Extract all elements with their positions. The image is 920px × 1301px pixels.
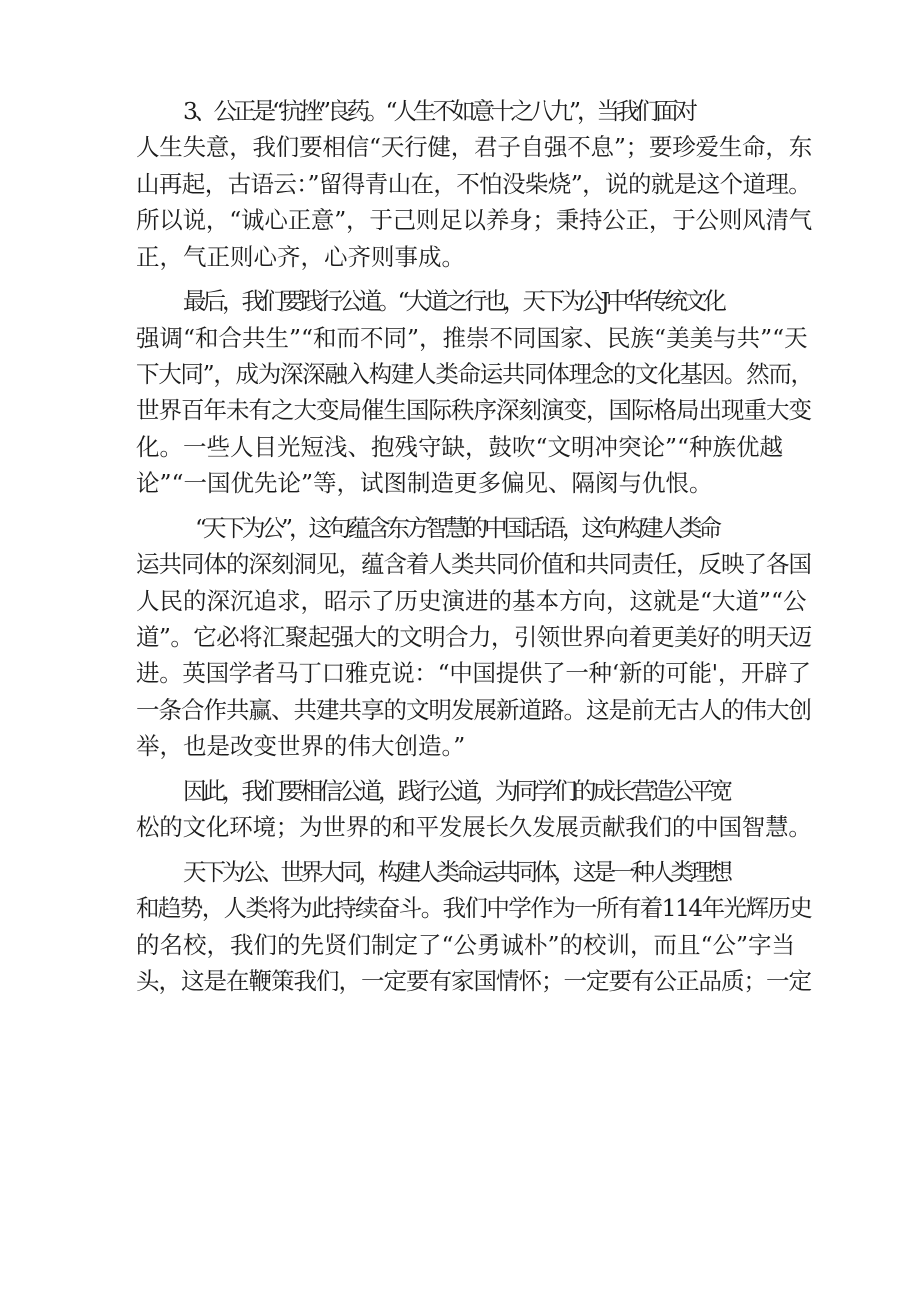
text-line: 松的文化环境；为世界的和平发展长久发展贡献我们的中国智慧。: [136, 813, 812, 842]
text-line: 所以说，“诚心正意”，于己则足以养身；秉持公正，于公则风清气: [136, 206, 813, 235]
text-line: 道”。它必将汇聚起强大的文明合力，引领世界向着更美好的明天迈: [136, 623, 812, 652]
text-line: 和趋势，人类将为此持续奋斗。我们中学作为一所有着114年光辉历史: [136, 894, 812, 923]
paragraph-3: [136, 510, 812, 765]
text-line: 最后，我们要践行公道。“大道之行也，天下为公J中华传统文化: [183, 287, 723, 316]
text-line: 一条合作共赢、共建共享的文明发展新道路。这是前无古人的伟大创: [136, 695, 811, 724]
text-line: 头，这是在鞭策我们，一定要有家国情怀；一定要有公正品质；一定: [136, 967, 811, 996]
text-line: 举，也是改变世界的伟大创造。”: [136, 732, 466, 761]
text-line: 人民的深沉追求，昭示了历史演进的基本方向，这就是“大道”“公: [136, 586, 807, 615]
paragraph-5: [136, 854, 812, 1000]
text-line: 正，气正则心齐，心齐则事成。: [136, 242, 465, 271]
text-line: 强调“和合共生”“和而不同”，推崇不同国家、民族“美美与共”“天: [136, 323, 808, 352]
text-line: 山再起，古语云：”留得青山在，不怕没柴烧”，说的就是这个道理。: [136, 169, 812, 198]
text-line: 进。英国学者马丁口雅克说：“中国提供了一种‘新的可能'，开辟了: [136, 659, 811, 688]
paragraph-2: [136, 283, 812, 501]
text-line: 世界百年未有之大变局催生国际秩序深刻演变，国际格局出现重大变: [136, 396, 811, 425]
paragraph-1: [136, 93, 812, 275]
text-line: 3、公正是“抗挫”良药。“人生不如意十之八九”，当我们面对: [183, 97, 695, 125]
paragraph-4: [136, 773, 812, 846]
text-line: 论”“一国优先论”等，试图制造更多偏见、隔阂与仇恨。: [136, 469, 713, 498]
text-line: 运共同体的深刻洞见，蕴含着人类共同价值和共同责任，反映了各国: [136, 550, 811, 579]
text-line: 下大同”，成为深深融入构建人类命运共同体理念的文化基因。然而，: [136, 360, 813, 389]
text-line: “天下为公”，这句蕴含东方智慧的中国话语，这句构建人类命: [195, 513, 719, 542]
document-body: [136, 93, 812, 1000]
text-line: 人生失意，我们要相信“天行健，君子自强不息”；要珍爱生命，东: [136, 133, 813, 162]
text-line: 的名校，我们的先贤们制定了“公勇诚朴”的校训，而且“公”字当: [136, 930, 796, 959]
text-line: 因此，我们要相信公道，践行公道，为同学们的成长营造公平宽: [183, 776, 729, 805]
text-line: 天下为公、世界大同，构建人类命运共同体，这是一种人类理想: [183, 857, 729, 886]
text-line: 化。一些人目光短浅、抱残守缺，鼓吹“文明冲突论”“种族优越: [136, 432, 784, 461]
